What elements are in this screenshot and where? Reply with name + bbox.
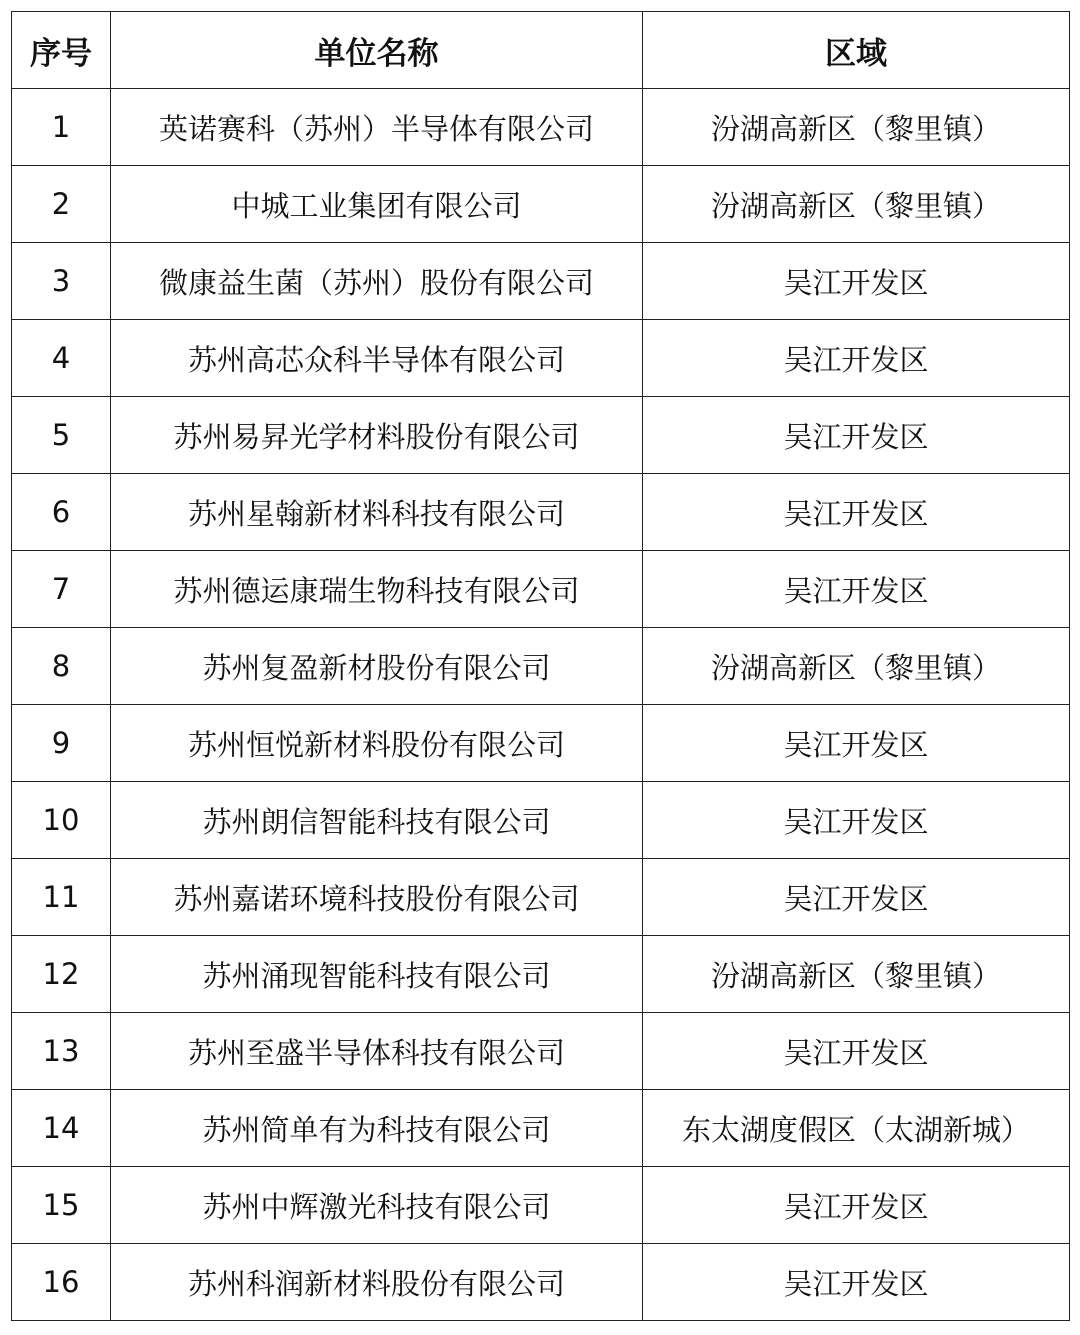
row-company-name: 苏州至盛半导体科技有限公司 — [111, 1013, 643, 1090]
row-company-name: 苏州恒悦新材料股份有限公司 — [111, 705, 643, 782]
row-region: 吴江开发区 — [643, 243, 1070, 320]
row-region: 汾湖高新区（黎里镇） — [643, 936, 1070, 1013]
row-index: 16 — [12, 1244, 111, 1321]
table-row — [12, 628, 1070, 705]
row-company-name: 苏州科润新材料股份有限公司 — [111, 1244, 643, 1321]
table-row — [12, 705, 1070, 782]
row-index: 11 — [12, 859, 111, 936]
table-row — [12, 243, 1070, 320]
row-index: 10 — [12, 782, 111, 859]
row-region: 吴江开发区 — [643, 1013, 1070, 1090]
row-company-name: 苏州朗信智能科技有限公司 — [111, 782, 643, 859]
row-region: 吴江开发区 — [643, 705, 1070, 782]
row-index: 8 — [12, 628, 111, 705]
table-row — [12, 859, 1070, 936]
row-company-name: 微康益生菌（苏州）股份有限公司 — [111, 243, 643, 320]
table-row — [12, 166, 1070, 243]
row-company-name: 英诺赛科（苏州）半导体有限公司 — [111, 89, 643, 166]
row-company-name: 苏州易昇光学材料股份有限公司 — [111, 397, 643, 474]
row-company-name: 苏州简单有为科技有限公司 — [111, 1090, 643, 1167]
row-index: 2 — [12, 166, 111, 243]
row-company-name: 苏州星翰新材料科技有限公司 — [111, 474, 643, 551]
row-region: 汾湖高新区（黎里镇） — [643, 628, 1070, 705]
table-row — [12, 474, 1070, 551]
row-region: 吴江开发区 — [643, 1244, 1070, 1321]
row-company-name: 苏州高芯众科半导体有限公司 — [111, 320, 643, 397]
row-index: 13 — [12, 1013, 111, 1090]
row-company-name: 中城工业集团有限公司 — [111, 166, 643, 243]
row-region: 吴江开发区 — [643, 1167, 1070, 1244]
row-region: 吴江开发区 — [643, 551, 1070, 628]
row-index: 9 — [12, 705, 111, 782]
table-row — [12, 1013, 1070, 1090]
company-table — [11, 11, 1070, 1321]
header-region: 区域 — [643, 12, 1070, 89]
row-region: 吴江开发区 — [643, 320, 1070, 397]
row-company-name: 苏州中辉激光科技有限公司 — [111, 1167, 643, 1244]
row-company-name: 苏州德运康瑞生物科技有限公司 — [111, 551, 643, 628]
row-region: 吴江开发区 — [643, 859, 1070, 936]
row-index: 5 — [12, 397, 111, 474]
row-index: 7 — [12, 551, 111, 628]
row-index: 3 — [12, 243, 111, 320]
table-header-row — [12, 12, 1070, 89]
table-row — [12, 1167, 1070, 1244]
row-region: 吴江开发区 — [643, 474, 1070, 551]
table-row — [12, 89, 1070, 166]
row-region: 吴江开发区 — [643, 397, 1070, 474]
table-row — [12, 551, 1070, 628]
row-company-name: 苏州嘉诺环境科技股份有限公司 — [111, 859, 643, 936]
table-row — [12, 936, 1070, 1013]
row-index: 14 — [12, 1090, 111, 1167]
row-region: 汾湖高新区（黎里镇） — [643, 166, 1070, 243]
table-row — [12, 320, 1070, 397]
table-row — [12, 782, 1070, 859]
row-index: 15 — [12, 1167, 111, 1244]
header-company-name: 单位名称 — [111, 12, 643, 89]
row-region: 吴江开发区 — [643, 782, 1070, 859]
row-index: 12 — [12, 936, 111, 1013]
table-row — [12, 1090, 1070, 1167]
row-index: 4 — [12, 320, 111, 397]
row-company-name: 苏州涌现智能科技有限公司 — [111, 936, 643, 1013]
row-region: 汾湖高新区（黎里镇） — [643, 89, 1070, 166]
row-index: 6 — [12, 474, 111, 551]
row-index: 1 — [12, 89, 111, 166]
row-company-name: 苏州复盈新材股份有限公司 — [111, 628, 643, 705]
row-region: 东太湖度假区（太湖新城） — [643, 1090, 1070, 1167]
table-row — [12, 397, 1070, 474]
header-index: 序号 — [12, 12, 111, 89]
table-row — [12, 1244, 1070, 1321]
